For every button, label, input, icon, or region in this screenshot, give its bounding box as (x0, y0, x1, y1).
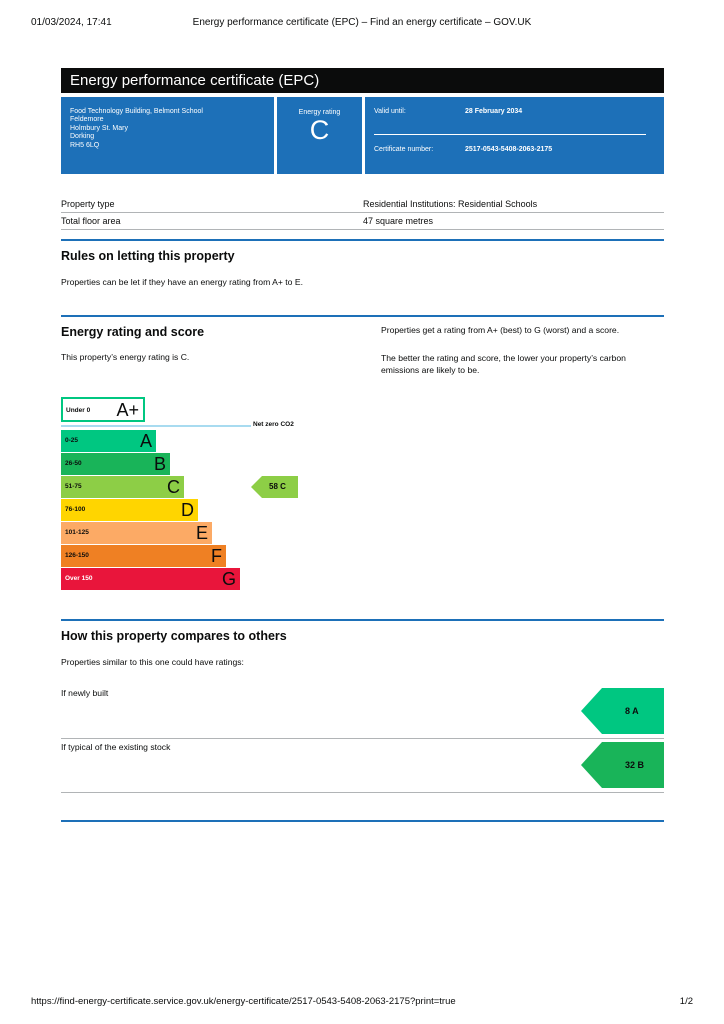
property-type-value: Residential Institutions: Residential Schools (363, 199, 538, 209)
rating-explain-2: The better the rating and score, the lower your property’s carbon emissions are likely to be. (381, 353, 626, 375)
band-letter: C (167, 477, 180, 497)
section-divider (61, 315, 664, 317)
band-f (61, 545, 226, 567)
address-line-1: Food Technology Building, Belmont School (70, 108, 203, 115)
energy-rating-panel (277, 97, 362, 174)
print-page-title: Energy performance certificate (EPC) – Find an energy certificate – GOV.UK (192, 17, 532, 28)
band-d (61, 499, 198, 521)
property-type-label: Property type (61, 199, 115, 209)
valid-until-value: 28 February 2034 (465, 108, 523, 115)
band-aplus (61, 397, 145, 422)
band-e (61, 522, 212, 544)
compare-rating-value: 32 B (625, 760, 645, 770)
band-letter: F (211, 546, 222, 566)
band-range: 26-50 (65, 460, 82, 467)
energy-efficiency-graph (61, 396, 311, 596)
band-letter: A (139, 431, 152, 451)
net-zero-line (61, 425, 251, 427)
band-letter: G (221, 569, 236, 589)
net-zero-label: Net zero CO2 (253, 421, 294, 428)
valid-until-label: Valid until: (374, 108, 406, 115)
band-range: 101-125 (65, 529, 89, 536)
band-aplus-range: Under 0 (66, 407, 91, 414)
address-line-4: Dorking (70, 133, 95, 141)
address-postcode: RH5 6LQ (70, 141, 100, 149)
compare-intro: Properties similar to this one could have ratings: (61, 657, 244, 667)
rating-explain-1: Properties get a rating from A+ (best) to G (worst) and a score. (381, 325, 620, 335)
compare-rating-arrow-new (581, 688, 664, 734)
property-summary (61, 196, 664, 230)
print-header (31, 17, 693, 31)
rating-score-heading: Energy rating and score (61, 325, 205, 339)
certificate-panel (365, 97, 664, 174)
print-page-number: 1/2 (679, 996, 693, 1007)
floor-area-label: Total floor area (61, 216, 121, 226)
summary-row-property-type (61, 196, 664, 213)
band-b (61, 453, 170, 475)
compare-arrow-shape (581, 742, 664, 788)
print-url: https://find-energy-certificate.service.gov.uk/energy-certificate/2517-0543-5408-2063-2175?print=true (31, 996, 456, 1007)
this-property-rating-text: This property’s energy rating is C. (61, 352, 190, 362)
band-letter: E (195, 523, 208, 543)
compare-row-divider (61, 738, 664, 739)
certificate-divider (374, 134, 646, 135)
band-g (61, 568, 240, 590)
energy-rating-label: Energy rating (298, 109, 341, 116)
energy-rating-letter: C (309, 115, 330, 145)
band-aplus-letter: A+ (116, 400, 139, 420)
epc-title-banner: Energy performance certificate (EPC) (61, 68, 664, 93)
compare-arrow-shape (581, 688, 664, 734)
band-c (61, 476, 184, 498)
band-range: 51-75 (65, 483, 82, 490)
band-letter: D (181, 500, 194, 520)
compare-row-divider (61, 792, 664, 793)
band-range: 76-100 (65, 506, 86, 513)
band-a (61, 430, 156, 452)
certificate-number-label: Certificate number: (374, 146, 434, 153)
summary-row-floor-area (61, 213, 664, 230)
compare-rating-arrow-typical (581, 742, 664, 788)
section-divider (61, 820, 664, 822)
address-panel (61, 97, 274, 174)
compare-item-label: If newly built (61, 688, 109, 698)
current-rating-label: 58 C (269, 482, 286, 491)
current-rating-arrow (251, 476, 298, 498)
address-line-2: Feldemore (70, 116, 104, 124)
band-range: Over 150 (65, 575, 93, 582)
section-divider (61, 239, 664, 241)
compare-heading: How this property compares to others (61, 629, 287, 643)
certificate-number-value: 2517-0543-5408-2063-2175 (465, 146, 553, 153)
section-divider (61, 619, 664, 621)
certificate-info-box (61, 97, 664, 174)
floor-area-value: 47 square metres (363, 216, 434, 226)
compare-item-label: If typical of the existing stock (61, 742, 171, 752)
address-line-3: Holmbury St. Mary (70, 124, 128, 132)
rules-heading: Rules on letting this property (61, 249, 235, 263)
compare-rating-value: 8 A (625, 706, 639, 716)
rules-text: Properties can be let if they have an energy rating from A+ to E. (61, 277, 303, 287)
band-range: 0-25 (65, 437, 79, 444)
band-letter: B (153, 454, 166, 474)
print-footer (31, 996, 693, 1010)
band-range: 126-150 (65, 552, 89, 559)
print-datetime: 01/03/2024, 17:41 (31, 17, 112, 28)
